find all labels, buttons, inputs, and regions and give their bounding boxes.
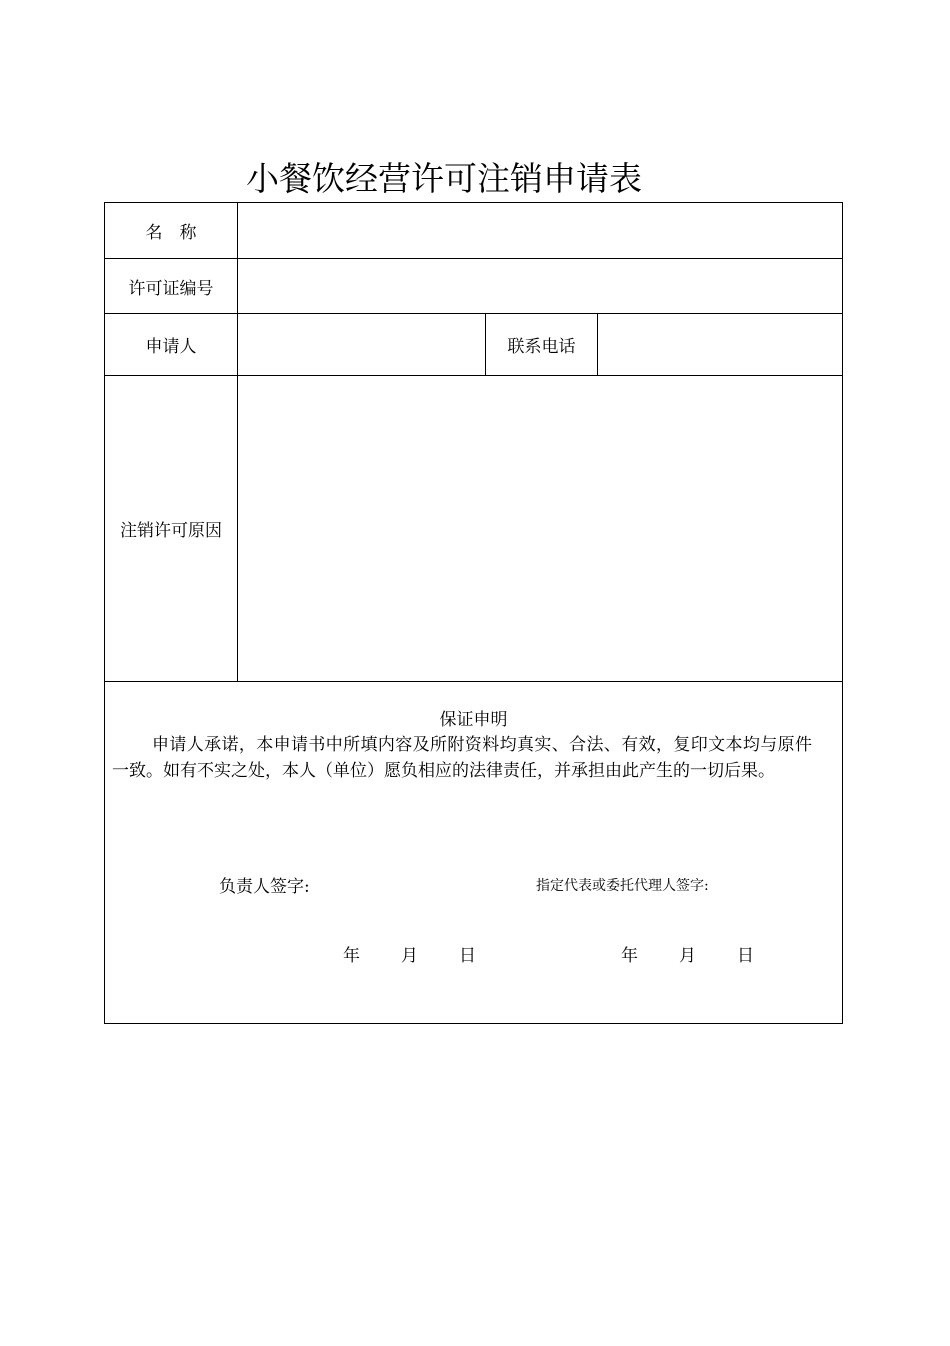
row-divider (105, 681, 842, 682)
name-label: 名 称 (145, 223, 197, 243)
right-date-day: 日 (737, 946, 754, 966)
left-date-day: 日 (459, 946, 476, 966)
cancel-reason-field[interactable] (239, 376, 842, 681)
phone-field[interactable] (599, 314, 842, 375)
phone-label: 联系电话 (507, 337, 576, 357)
applicant-label: 申请人 (145, 337, 197, 357)
principal-signature-label: 负责人签字: (219, 877, 310, 897)
application-form (104, 202, 843, 1024)
name-field[interactable] (239, 203, 842, 258)
right-date-month: 月 (679, 946, 696, 966)
column-divider (597, 313, 598, 375)
applicant-field[interactable] (239, 314, 484, 375)
left-date-month: 月 (401, 946, 418, 966)
left-date-year: 年 (343, 946, 360, 966)
agent-signature-label: 指定代表或委托代理人签字: (536, 878, 709, 894)
page-title: 小餐饮经营许可注销申请表 (246, 159, 642, 198)
license-number-label: 许可证编号 (128, 278, 214, 299)
right-date-year: 年 (621, 946, 638, 966)
column-divider (237, 203, 238, 681)
declaration-title: 保证申明 (439, 710, 508, 730)
declaration-text: 申请人承诺，本申请书中所填内容及所附资料均真实、合法、有效，复印文本均与原件一致。如有不实之处，本人（单位）愿负相应的法律责任，并承担由此产生的一切后果。 (112, 735, 812, 781)
license-number-field[interactable] (239, 259, 842, 313)
cancel-reason-label: 注销许可原因 (120, 521, 222, 541)
